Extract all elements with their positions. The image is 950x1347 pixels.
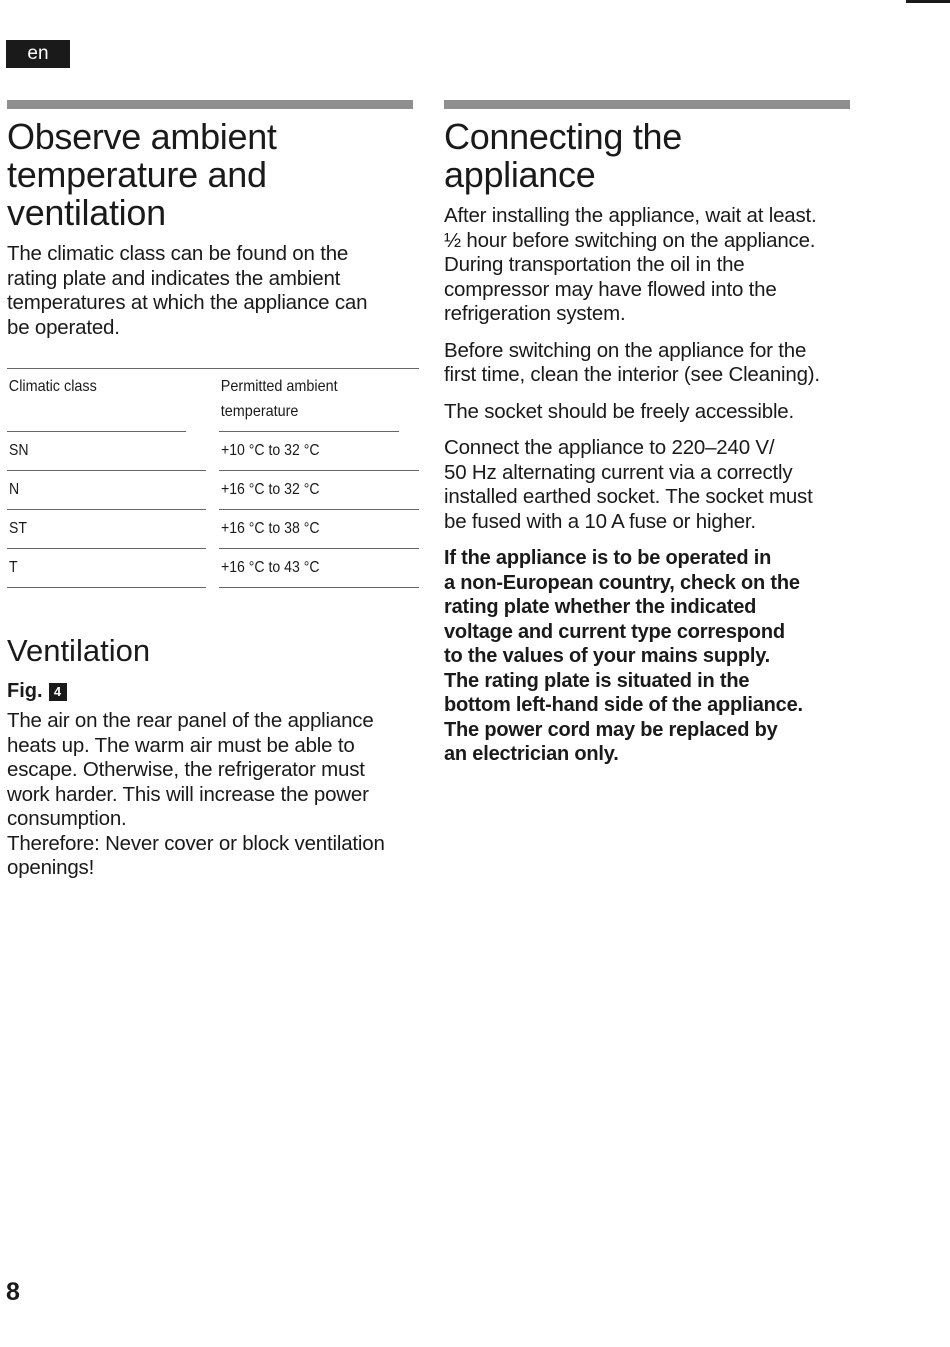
ventilation-text: The air on the rear panel of the appliance heats up. The warm air must be able to escape. Otherwise, the refrigerator must work harder. This will increase the power consumption. Therefore: Never cover or block ventilation openings! xyxy=(7,709,385,879)
range-cell: +16 °C to 43 °C xyxy=(221,559,320,576)
section-title-ambient: Observe ambient temperature and ventilation xyxy=(7,116,277,233)
ventilation-title: Ventilation xyxy=(7,633,151,668)
right-column xyxy=(444,118,854,767)
page-number: 8 xyxy=(6,1278,20,1306)
range-cell: +16 °C to 32 °C xyxy=(221,481,320,498)
socket-access-paragraph: The socket should be freely accessible. xyxy=(444,399,794,423)
right-section-rule xyxy=(444,100,850,109)
language-tab: en xyxy=(6,40,70,68)
left-column xyxy=(7,118,419,881)
left-section-rule xyxy=(7,100,413,109)
table-header-class: Climatic class xyxy=(7,369,186,432)
table-row xyxy=(7,510,419,549)
range-cell: +16 °C to 38 °C xyxy=(221,520,320,537)
fig-number-badge: 4 xyxy=(49,683,67,701)
class-cell: ST xyxy=(9,520,27,537)
table-header-temperature: Permitted ambient temperature xyxy=(219,369,399,432)
install-wait-paragraph: After installing the appliance, wait at least. ½ hour before switching on the appliance. During transportation the oil in the compressor may have flowed into the refrigeration system. xyxy=(444,204,817,325)
corner-mark xyxy=(906,0,950,3)
fig-label: Fig. xyxy=(7,680,43,702)
table-header-row xyxy=(7,368,419,432)
power-connection-paragraph: Connect the appliance to 220–240 V/ 50 Hz alternating current via a correctly installed earthed socket. The socket must be fused with a 10 A fuse or higher. xyxy=(444,436,813,533)
ambient-intro: The climatic class can be found on the rating plate and indicates the ambient temperatures at which the appliance can be operated. xyxy=(7,242,368,339)
section-title-connecting: Connecting the appliance xyxy=(444,116,682,195)
table-row xyxy=(7,432,419,471)
clean-interior-paragraph: Before switching on the appliance for the first time, clean the interior (see Cleaning). xyxy=(444,338,820,386)
warning-text: If the appliance is to be operated in a non-European country, check on the rating plate whether the indicated voltage and current type correspond to the values of your mains supply. The rating plate is situated in the bottom left-hand side of the appliance. The power cord may be replaced by an electrician only. xyxy=(444,547,803,765)
figure-reference xyxy=(7,680,419,703)
table-row xyxy=(7,549,419,588)
warning-block xyxy=(444,546,854,767)
table-row xyxy=(7,471,419,510)
climatic-class-table xyxy=(7,368,419,588)
class-cell: SN xyxy=(9,442,29,459)
range-cell: +10 °C to 32 °C xyxy=(221,442,320,459)
class-cell: T xyxy=(9,559,18,576)
class-cell: N xyxy=(9,481,20,498)
